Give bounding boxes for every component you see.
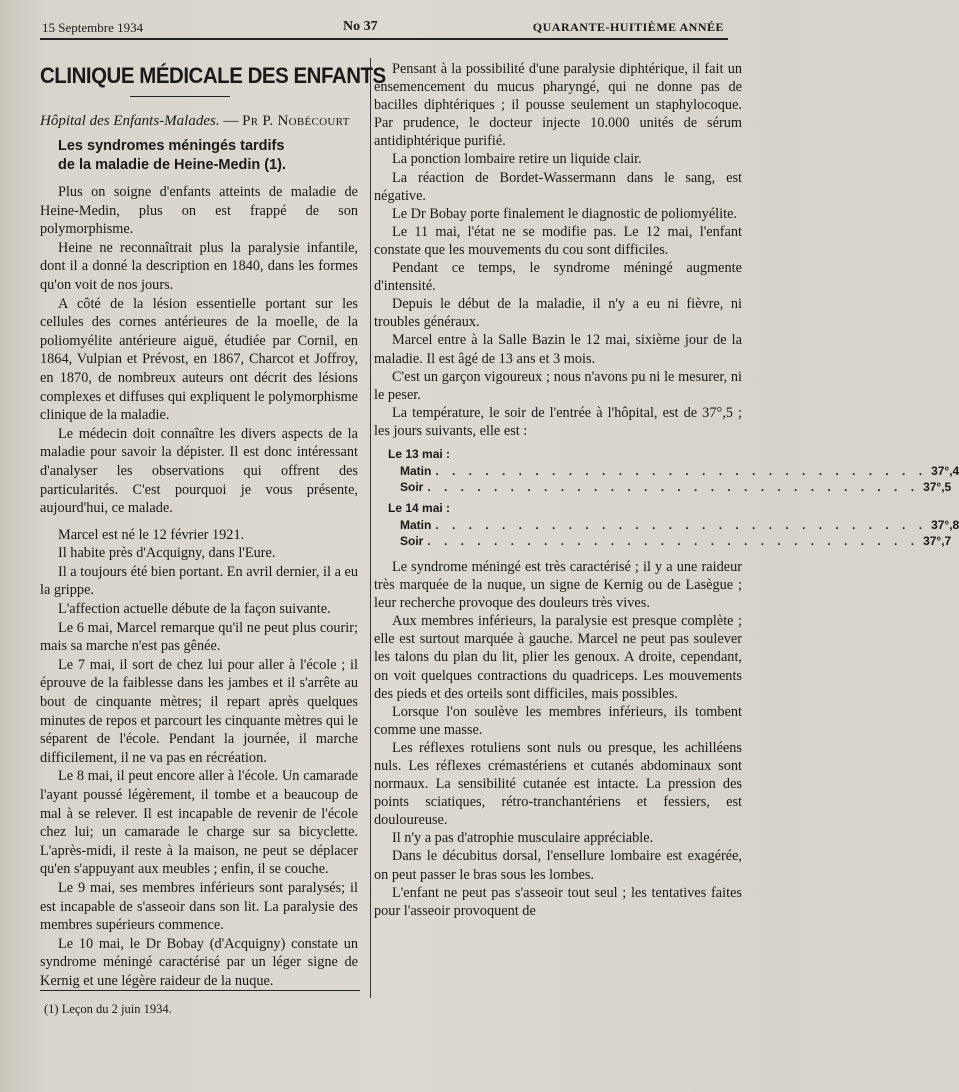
temperature-row xyxy=(388,533,952,550)
temperature-label: Soir xyxy=(400,534,424,549)
paragraph: Le Dr Bobay porte finalement le diagnostic de poliomyélite. xyxy=(392,205,738,222)
temperature-value: 37°,7 xyxy=(923,534,952,549)
paragraph: Le 9 mai, ses membres inférieurs sont paralysés; il est incapable de s'asseoir dans son lit. La paralysie des membres supérieurs commence. xyxy=(40,879,358,934)
header-issue-number: No 37 xyxy=(343,19,378,34)
left-column xyxy=(40,60,386,991)
temperature-row xyxy=(388,479,952,496)
paragraph: A côté de la lésion essentielle portant sur les cellules des cornes antérieures de la moelle, de la poliomyélite antérieure aiguë, étudiée par Cornil, en 1864, Vulpian et Prévost, en 1867, Charcot et Joffroy, en 1870, de nombreux auteurs ont décrit des lésions complexes et diffuses qui expliquent le polymorphisme clinique de la maladie. xyxy=(40,295,358,424)
paragraph: Le syndrome méningé est très caractérisé ; il y a une raideur très marquée de la nuque, un signe de Kernig ou de Lasègue ; leur recherche provoque des douleurs très vives. xyxy=(374,558,742,612)
paragraph: Le 6 mai, Marcel remarque qu'il ne peut plus courir; mais sa marche n'est pas gênée. xyxy=(40,619,358,655)
paragraph: L'affection actuelle débute de la façon suivante. xyxy=(58,601,331,618)
temperature-value: 37°,5 xyxy=(923,480,952,495)
article-title-line-2: de la maladie de Heine-Medin (1). xyxy=(58,157,287,173)
paragraph: Le 8 mai, il peut encore aller à l'école. Un camarade l'ayant poussé légèrement, il tombe et a beaucoup de mal à se relever. Il est incapable de revenir de l'école chez lui; un camarade le charge sur sa bicyclette. L'après-midi, il reste à la maison, ne peut se déplacer qu'en s'appuyant aux meubles ; enfin, il se couche. xyxy=(40,768,358,878)
column-divider xyxy=(370,58,371,998)
paragraph: Depuis le début de la maladie, il n'y a eu ni fièvre, ni troubles généraux. xyxy=(374,296,742,331)
section-title: CLINIQUE MÉDICALE DES ENFANTS xyxy=(40,63,386,88)
paragraph: La ponction lombaire retire un liquide clair. xyxy=(392,151,642,168)
leader-dots: . . . . . . . . . . . . . . . . . . . . . . . . . . . . . . xyxy=(427,480,920,495)
header-rule xyxy=(40,38,728,40)
footnote: (1) Leçon du 2 juin 1934. xyxy=(44,1002,172,1016)
temperature-table xyxy=(388,446,959,550)
paragraph: Lorsque l'on soulève les membres inférieurs, ils tombent comme une masse. xyxy=(374,703,742,738)
leader-dots: . . . . . . . . . . . . . . . . . . . . . . . . . . . . . . xyxy=(427,534,920,549)
leader-dots: . . . . . . . . . . . . . . . . . . . . . . . . . . . . . . xyxy=(435,463,928,478)
title-rule xyxy=(130,96,230,97)
leader-dots: . . . . . . . . . . . . . . . . . . . . . . . . . . . . . . xyxy=(435,517,928,532)
paragraph: Marcel entre à la Salle Bazin le 12 mai, sixième jour de la maladie. Il est âgé de 13 ans et 3 mois. xyxy=(374,332,742,367)
header-year: QUARANTE-HUITIÈME ANNÉE xyxy=(532,20,724,34)
temperature-label: Soir xyxy=(400,480,424,495)
paragraph: Il a toujours été bien portant. En avril dernier, il a eu la grippe. xyxy=(40,563,358,599)
byline-separator: — xyxy=(219,113,243,129)
paragraph: C'est un garçon vigoureux ; nous n'avons pu ni le mesurer, ni le peser. xyxy=(374,368,742,403)
temperature-row xyxy=(388,463,959,480)
paragraph: Heine ne reconnaîtrait plus la paralysie infantile, dont il a donné la description en 1840, dans les formes qu'on voit de nos jours. xyxy=(40,239,358,293)
paragraph: Le médecin doit connaître les divers aspects de la maladie pour savoir la dépister. Il est donc intéressant d'analyser les observations qui offrent des particularités. C'est pourquoi je vous présente, aujourd'hui, ce malade. xyxy=(40,425,358,517)
temperature-day: Le 13 mai : xyxy=(388,446,451,461)
paragraph: Il n'y a pas d'atrophie musculaire appréciable. xyxy=(392,830,654,847)
byline-professor: Pr P. Nobécourt xyxy=(242,113,350,129)
temperature-day: Le 14 mai : xyxy=(388,500,451,515)
paragraph: La réaction de Bordet-Wassermann dans le sang, est négative. xyxy=(374,169,742,204)
paragraph: Le 11 mai, l'état ne se modifie pas. Le 12 mai, l'enfant constate que les mouvements du cou sont difficiles. xyxy=(374,223,742,258)
paragraph: Il habite près d'Acquigny, dans l'Eure. xyxy=(58,545,276,562)
byline xyxy=(40,111,358,131)
paragraph: Marcel est né le 12 février 1921. xyxy=(58,526,245,543)
paragraph: Le 7 mai, il sort de chez lui pour aller à l'école ; il éprouve de la faiblesse dans les jambes et il s'arrête au bout de cinquante mètres; il repart après quelques minutes de repos et parcourt les cinquante mètres qui le séparent de l'école. Pendant la journée, il marche difficilement, il ne va pas en récréation. xyxy=(40,656,359,766)
article-title xyxy=(58,137,358,175)
paragraph: Les réflexes rotuliens sont nuls ou presque, les achilléens nuls. Les réflexes crémastériens et cutanés abdominaux sont normaux. La sensibilité cutanée est intacte. La pression des points sciatiques, rétro-tranchantériens et fessiers, est douloureuse. xyxy=(374,739,742,829)
temperature-label: Matin xyxy=(400,517,432,532)
paragraph: Pensant à la possibilité d'une paralysie diphtérique, il fait un ensemencement du mucus pharyngé, qui ne donne pas de bacilles diphtériques ; il pousse seulement un staphylocoque. Par prudence, le docteur injecte 10.000 unités de sérum antidiphtérique purifié. xyxy=(374,61,742,150)
paragraph: Dans le décubitus dorsal, l'ensellure lombaire est exagérée, on peut passer le bras sous les lombes. xyxy=(374,848,742,883)
paragraph: Plus on soigne d'enfants atteints de maladie de Heine-Medin, plus on est frappé de son polymorphisme. xyxy=(40,184,358,238)
article-title-line-1: Les syndromes méningés tardifs xyxy=(58,138,285,154)
temperature-value: 37°,8 xyxy=(931,517,959,532)
header-date: 15 Septembre 1934 xyxy=(42,20,144,35)
paragraph: Aux membres inférieurs, la paralysie est presque complète ; elle est surtout marquée à gauche. Marcel ne peut pas soulever les talons du plan du lit, plier les genoux. A droite, cependant, on voit quelques contractions du quadriceps. Les mouvements des pieds et des orteils sont difficiles, mais possibles. xyxy=(374,613,742,702)
footnote-rule xyxy=(40,990,360,991)
temperature-row xyxy=(388,517,959,534)
temperature-value: 37°,4 xyxy=(931,463,959,478)
byline-place: Hôpital des Enfants-Malades. xyxy=(40,113,220,129)
right-column xyxy=(374,60,959,920)
paragraph: L'enfant ne peut pas s'asseoir tout seul ; les tentatives faites pour l'asseoir provoquent de xyxy=(374,884,742,919)
temperature-label: Matin xyxy=(400,463,432,478)
paragraph: Le 10 mai, le Dr Bobay (d'Acquigny) constate un syndrome méningé caractérisé par un léger signe de Kernig et une légère raideur de la nuque. xyxy=(40,935,358,989)
paragraph: Pendant ce temps, le syndrome méningé augmente d'intensité. xyxy=(374,260,742,295)
paragraph: La température, le soir de l'entrée à l'hôpital, est de 37°,5 ; les jours suivants, elle est : xyxy=(374,404,742,439)
